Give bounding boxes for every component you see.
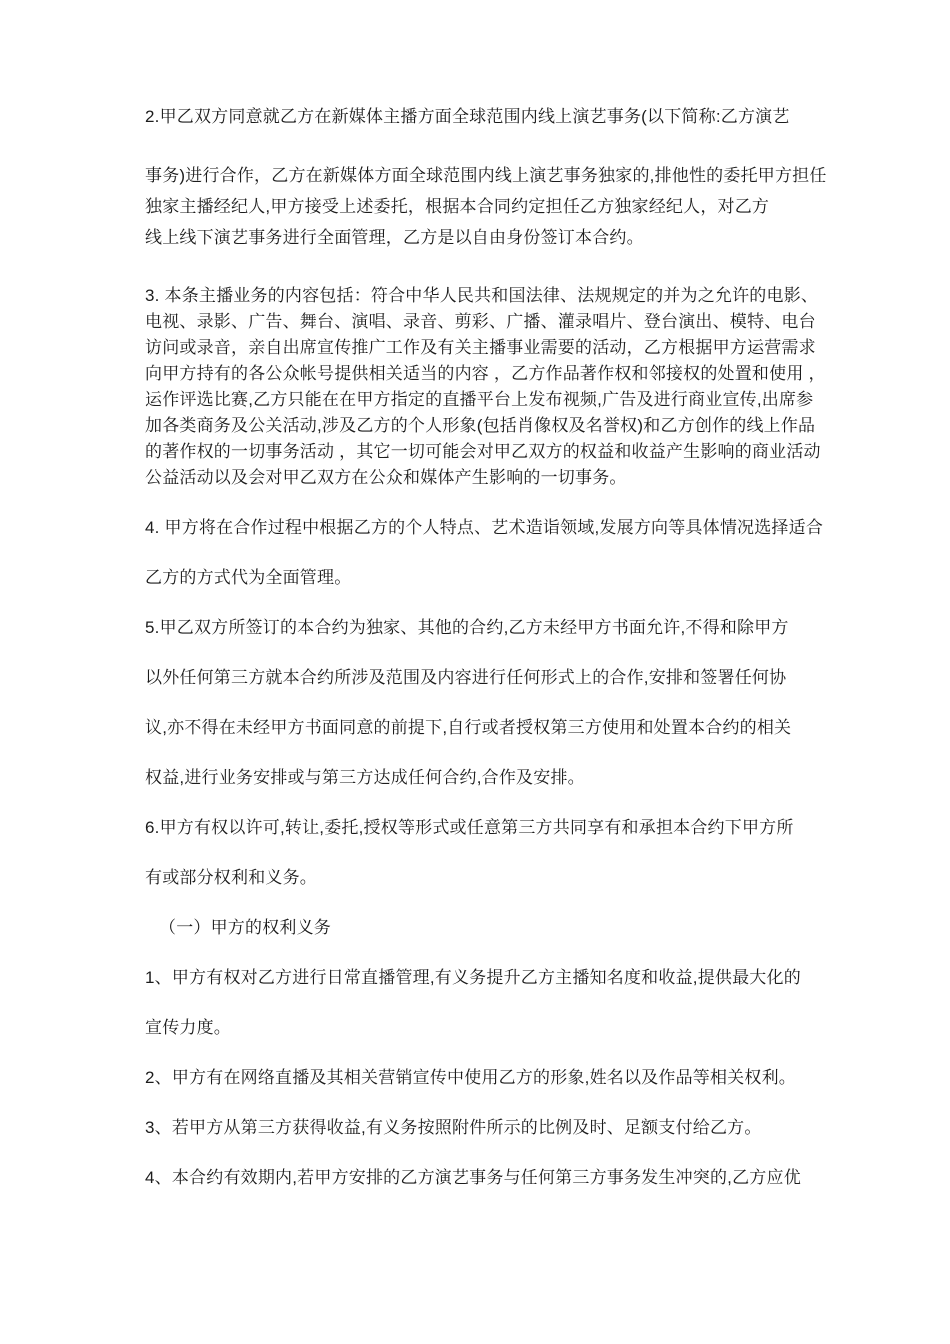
text-line: 访问或录音，亲自出席宣传推广工作及有关主播事业需要的活动，乙方根据甲方运营需求 — [145, 338, 816, 357]
text-line: 运作评选比赛,乙方只能在在甲方指定的直播平台上发布视频,广告及进行商业宣传,出席参 — [145, 390, 814, 409]
paragraph-item-2 — [145, 1053, 845, 1103]
paragraph-clause-5 — [145, 603, 845, 803]
text-line: 宣传力度。 — [145, 1018, 231, 1037]
paragraph-item-4 — [145, 1153, 845, 1203]
text-line: 向甲方持有的各公众帐号提供相关适当的内容 ，乙方作品著作权和邻接权的处置和使用 ， — [145, 364, 826, 383]
contract-text-body — [145, 0, 845, 1203]
paragraph-item-1 — [145, 953, 845, 1053]
text-line: 以外任何第三方就本合约所涉及范围及内容进行任何形式上的合作,安排和签署任何协 — [145, 668, 787, 687]
paragraph-clause-3 — [145, 283, 845, 491]
text-line: 4. 甲方将在合作过程中根据乙方的个人特点、艺术造诣领域,发展方向等具体情况选择适合 — [145, 518, 824, 537]
text-line: 3、若甲方从第三方获得收益,有义务按照附件所示的比例及时、足额支付给乙方。 — [145, 1118, 762, 1137]
section-heading-text: （一）甲方的权利义务 — [159, 918, 331, 937]
text-line: 独家主播经纪人,甲方接受上述委托，根据本合同约定担任乙方独家经纪人，对乙方 — [145, 197, 770, 216]
paragraph-clause-4 — [145, 503, 845, 603]
paragraph-clause-2-first — [145, 92, 845, 142]
text-line: 公益活动以及会对甲乙双方在公众和媒体产生影响的一切事务。 — [145, 468, 627, 487]
text-line: 4、本合约有效期内,若甲方安排的乙方演艺事务与任何第三方事务发生冲突的,乙方应优 — [145, 1168, 801, 1187]
text-line: 事务)进行合作，乙方在新媒体方面全球范围内线上演艺事务独家的,排他性的委托甲方担任 — [145, 166, 827, 185]
paragraph-clause-2-rest — [145, 160, 845, 253]
text-line: 1、甲方有权对乙方进行日常直播管理,有义务提升乙方主播知名度和收益,提供最大化的 — [145, 968, 801, 987]
section-heading — [145, 903, 845, 953]
text-line: 乙方的方式代为全面管理。 — [145, 568, 352, 587]
text-line: 2、甲方有在网络直播及其相关营销宣传中使用乙方的形象,姓名以及作品等相关权利。 — [145, 1068, 796, 1087]
text-line: 权益,进行业务安排或与第三方达成任何合约,合作及安排。 — [145, 768, 585, 787]
text-line: 加各类商务及公关活动,涉及乙方的个人形象(包括肖像权及名誉权)和乙方创作的线上作品 — [145, 416, 816, 435]
text-line: 5.甲乙双方所签订的本合约为独家、其他的合约,乙方未经甲方书面允许,不得和除甲方 — [145, 618, 789, 637]
text-line: 3. 本条主播业务的内容包括：符合中华人民共和国法律、法规规定的并为之允许的电影、 — [145, 286, 819, 305]
paragraph-clause-6 — [145, 803, 845, 903]
text-line: 电视、录影、广告、舞台、演唱、录音、剪彩、广播、灌录唱片、登台演出、模特、电台 — [145, 312, 816, 331]
text-line: 有或部分权利和义务。 — [145, 868, 317, 887]
paragraph-item-3 — [145, 1103, 845, 1153]
text-line: 线上线下演艺事务进行全面管理，乙方是以自由身份签订本合约。 — [145, 228, 644, 247]
text-line: 6.甲方有权以许可,转让,委托,授权等形式或任意第三方共同享有和承担本合约下甲方所 — [145, 818, 794, 837]
text-line: 2.甲乙双方同意就乙方在新媒体主播方面全球范围内线上演艺事务(以下简称:乙方演艺 — [145, 107, 790, 126]
text-line: 议,亦不得在未经甲方书面同意的前提下,自行或者授权第三方使用和处置本合约的相关 — [145, 718, 792, 737]
text-line: 的著作权的一切事务活动 ，其它一切可能会对甲乙双方的权益和收益产生影响的商业活动 — [145, 442, 821, 461]
